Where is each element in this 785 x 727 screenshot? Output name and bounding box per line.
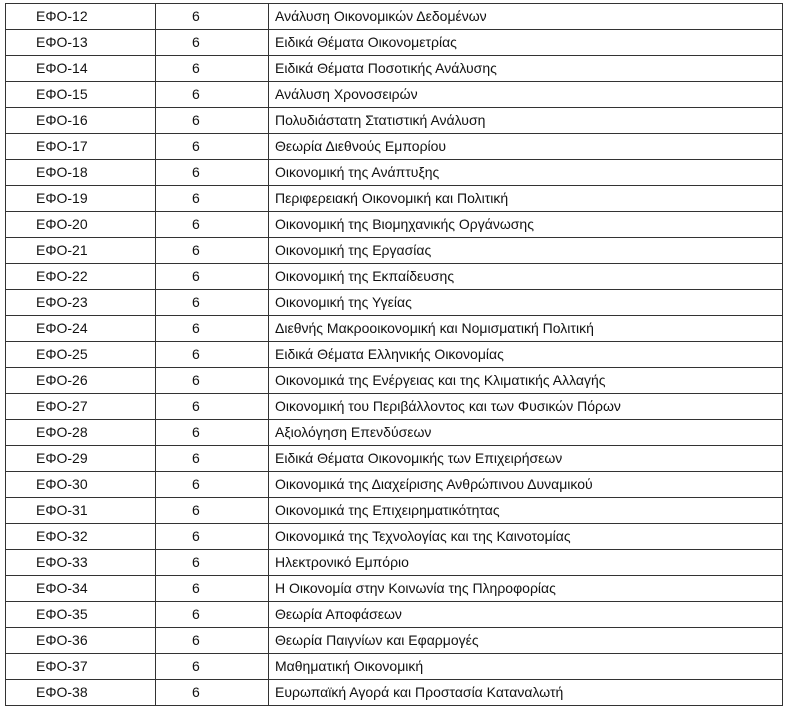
table-row [6, 212, 783, 238]
table-row [6, 4, 783, 30]
course-ects-cell: 6 [156, 264, 269, 290]
course-title-cell: Οικονομικά της Διαχείρισης Ανθρώπινου Δυναμικού [269, 472, 783, 498]
course-title-cell: Μαθηματική Οικονομική [269, 654, 783, 680]
course-title-cell: Οικονομική του Περιβάλλοντος και των Φυσικών Πόρων [269, 394, 783, 420]
course-title-cell: Οικονομικά της Ενέργειας και της Κλιματικής Αλλαγής [269, 368, 783, 394]
course-ects-cell: 6 [156, 576, 269, 602]
course-code-cell: ΕΦΟ-35 [6, 602, 156, 628]
table-row [6, 30, 783, 56]
course-ects-cell: 6 [156, 368, 269, 394]
table-row [6, 290, 783, 316]
table-row [6, 680, 783, 706]
course-code-cell: ΕΦΟ-29 [6, 446, 156, 472]
course-code-cell: ΕΦΟ-30 [6, 472, 156, 498]
course-title-cell: Ανάλυση Οικονομικών Δεδομένων [269, 4, 783, 30]
table-row [6, 394, 783, 420]
table-row [6, 498, 783, 524]
course-code-cell: ΕΦΟ-32 [6, 524, 156, 550]
course-code-cell: ΕΦΟ-33 [6, 550, 156, 576]
course-title-cell: Ειδικά Θέματα Ποσοτικής Ανάλυσης [269, 56, 783, 82]
table-row [6, 654, 783, 680]
table-row [6, 576, 783, 602]
course-title-cell: Περιφερειακή Οικονομική και Πολιτική [269, 186, 783, 212]
course-ects-cell: 6 [156, 82, 269, 108]
course-code-cell: ΕΦΟ-34 [6, 576, 156, 602]
table-row [6, 368, 783, 394]
course-code-cell: ΕΦΟ-31 [6, 498, 156, 524]
table-row [6, 628, 783, 654]
course-code-cell: ΕΦΟ-17 [6, 134, 156, 160]
course-title-cell: Οικονομική της Υγείας [269, 290, 783, 316]
course-title-cell: Ειδικά Θέματα Ελληνικής Οικονομίας [269, 342, 783, 368]
table-row [6, 186, 783, 212]
course-title-cell: Οικονομικά της Επιχειρηματικότητας [269, 498, 783, 524]
course-ects-cell: 6 [156, 446, 269, 472]
course-code-cell: ΕΦΟ-20 [6, 212, 156, 238]
course-code-cell: ΕΦΟ-15 [6, 82, 156, 108]
course-code-cell: ΕΦΟ-26 [6, 368, 156, 394]
course-ects-cell: 6 [156, 550, 269, 576]
course-title-cell: Ειδικά Θέματα Οικονομικής των Επιχειρήσεων [269, 446, 783, 472]
course-ects-cell: 6 [156, 394, 269, 420]
course-ects-cell: 6 [156, 56, 269, 82]
table-row [6, 602, 783, 628]
course-ects-cell: 6 [156, 186, 269, 212]
course-title-cell: Οικονομική της Ανάπτυξης [269, 160, 783, 186]
course-ects-cell: 6 [156, 212, 269, 238]
course-code-cell: ΕΦΟ-13 [6, 30, 156, 56]
course-ects-cell: 6 [156, 498, 269, 524]
table-row [6, 82, 783, 108]
course-table-body [6, 4, 783, 706]
course-ects-cell: 6 [156, 30, 269, 56]
table-row [6, 316, 783, 342]
course-code-cell: ΕΦΟ-38 [6, 680, 156, 706]
course-ects-cell: 6 [156, 654, 269, 680]
course-title-cell: Οικονομική της Εργασίας [269, 238, 783, 264]
course-title-cell: Θεωρία Παιγνίων και Εφαρμογές [269, 628, 783, 654]
table-row [6, 342, 783, 368]
course-title-cell: Ηλεκτρονικό Εμπόριο [269, 550, 783, 576]
course-ects-cell: 6 [156, 108, 269, 134]
course-code-cell: ΕΦΟ-28 [6, 420, 156, 446]
course-ects-cell: 6 [156, 290, 269, 316]
course-code-cell: ΕΦΟ-24 [6, 316, 156, 342]
course-ects-cell: 6 [156, 238, 269, 264]
course-ects-cell: 6 [156, 4, 269, 30]
course-ects-cell: 6 [156, 680, 269, 706]
course-ects-cell: 6 [156, 316, 269, 342]
course-code-cell: ΕΦΟ-22 [6, 264, 156, 290]
course-code-cell: ΕΦΟ-19 [6, 186, 156, 212]
course-title-cell: Ειδικά Θέματα Οικονομετρίας [269, 30, 783, 56]
course-code-cell: ΕΦΟ-18 [6, 160, 156, 186]
table-row [6, 446, 783, 472]
course-code-cell: ΕΦΟ-25 [6, 342, 156, 368]
course-title-cell: Αξιολόγηση Επενδύσεων [269, 420, 783, 446]
course-code-cell: ΕΦΟ-27 [6, 394, 156, 420]
table-row [6, 56, 783, 82]
course-code-cell: ΕΦΟ-14 [6, 56, 156, 82]
course-title-cell: Οικονομική της Βιομηχανικής Οργάνωσης [269, 212, 783, 238]
course-title-cell: Θεωρία Αποφάσεων [269, 602, 783, 628]
course-ects-cell: 6 [156, 602, 269, 628]
course-title-cell: Ευρωπαϊκή Αγορά και Προστασία Καταναλωτή [269, 680, 783, 706]
course-ects-cell: 6 [156, 472, 269, 498]
course-title-cell: Οικονομικά της Τεχνολογίας και της Καινοτομίας [269, 524, 783, 550]
course-ects-cell: 6 [156, 342, 269, 368]
course-code-cell: ΕΦΟ-37 [6, 654, 156, 680]
table-row [6, 108, 783, 134]
course-ects-cell: 6 [156, 628, 269, 654]
course-title-cell: Πολυδιάστατη Στατιστική Ανάλυση [269, 108, 783, 134]
course-code-cell: ΕΦΟ-36 [6, 628, 156, 654]
table-row [6, 524, 783, 550]
course-ects-cell: 6 [156, 524, 269, 550]
course-ects-cell: 6 [156, 420, 269, 446]
table-row [6, 550, 783, 576]
course-title-cell: Διεθνής Μακροοικονομική και Νομισματική Πολιτική [269, 316, 783, 342]
course-code-cell: ΕΦΟ-12 [6, 4, 156, 30]
table-row [6, 134, 783, 160]
course-ects-cell: 6 [156, 160, 269, 186]
course-code-cell: ΕΦΟ-21 [6, 238, 156, 264]
course-code-cell: ΕΦΟ-16 [6, 108, 156, 134]
table-row [6, 238, 783, 264]
course-code-cell: ΕΦΟ-23 [6, 290, 156, 316]
course-table [5, 3, 783, 706]
course-ects-cell: 6 [156, 134, 269, 160]
table-row [6, 472, 783, 498]
table-row [6, 420, 783, 446]
table-row [6, 160, 783, 186]
course-title-cell: Η Οικονομία στην Κοινωνία της Πληροφορίας [269, 576, 783, 602]
course-title-cell: Οικονομική της Εκπαίδευσης [269, 264, 783, 290]
course-title-cell: Ανάλυση Χρονοσειρών [269, 82, 783, 108]
course-title-cell: Θεωρία Διεθνούς Εμπορίου [269, 134, 783, 160]
table-row [6, 264, 783, 290]
